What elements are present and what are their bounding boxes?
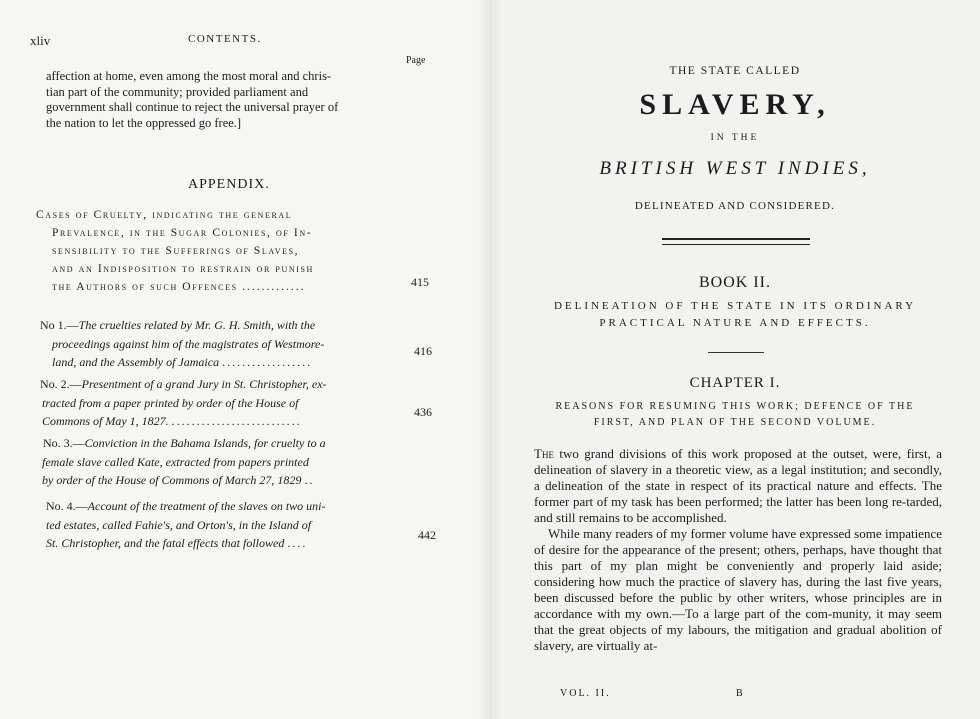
entry-line: Commons of May 1, 1827. bbox=[42, 414, 169, 428]
title-british-west-indies: BRITISH WEST INDIES, bbox=[599, 158, 871, 179]
book-subtitle-line: PRACTICAL NATURE AND EFFECTS. bbox=[599, 317, 871, 329]
entry-line: Presentment of a grand Jury in St. Christopher, ex- bbox=[81, 377, 327, 391]
chapter-subtitle-line: FIRST, AND PLAN OF THE SECOND VOLUME. bbox=[593, 417, 877, 428]
entry-number: No 1.— bbox=[40, 318, 79, 332]
dot-leader: .......................... bbox=[171, 414, 302, 428]
entry-number: No. 4.— bbox=[46, 499, 88, 513]
chapter-subtitle-line: REASONS FOR RESUMING THIS WORK; DEFENCE OF THE bbox=[555, 401, 915, 412]
paragraph-2: While many readers of my former volume have expressed some impatience of desire for the appearance of the present; others, perhaps, have thought that this part of my plan might be conveniently and properly laid aside; considering how much the practice of slavery has, during the last five years, been discussed before the public by other writers, whose principles are in accordance with my own.—To a large part of the com-munity, it may seem that the great objects of my labours, the mitigation and gradual abolition of slavery, are virtually at- bbox=[534, 526, 942, 653]
chapter-body bbox=[534, 446, 942, 654]
appendix-entry-3 bbox=[43, 434, 415, 490]
appendix-intro-last: the Authors of such Offences bbox=[52, 281, 238, 293]
appendix-entry-2 bbox=[40, 375, 412, 431]
appendix-intro-line: sensibility to the Sufferings of Slaves, bbox=[52, 245, 300, 257]
page-reference: 436 bbox=[414, 405, 432, 419]
appendix-intro-line: Cases of Cruelty, indicating the general bbox=[36, 209, 293, 221]
appendix-intro-line: and an Indisposition to restrain or punish bbox=[52, 263, 314, 275]
paragraph-1-text: two grand divisions of this work proposed at the outset, were, first, a delineation of slavery in a theoretic view, as a legal institution; and secondly, a delineation of the state in respect of its practical nature and effects. The former part of my task has been performed; the latter has been long re-tarded, and still remains to be accomplished. bbox=[534, 446, 942, 525]
appendix-heading: APPENDIX. bbox=[188, 177, 270, 192]
title-delineated: DELINEATED AND CONSIDERED. bbox=[634, 200, 836, 212]
entry-line: proceedings against him of the magistrates of Westmore- bbox=[52, 336, 325, 351]
page-reference: 415 bbox=[411, 275, 429, 289]
appendix-entry-4 bbox=[46, 497, 426, 553]
book-title: BOOK II. bbox=[699, 274, 771, 291]
title-in-the: IN THE bbox=[710, 133, 760, 143]
entry-line: Account of the treatment of the slaves on two uni- bbox=[87, 499, 326, 513]
entry-line: tracted from a paper printed by order of the House of bbox=[42, 395, 299, 410]
page-reference: 416 bbox=[414, 344, 432, 358]
appendix-entry-1 bbox=[40, 316, 410, 372]
appendix-intro-line: Prevalence, in the Sugar Colonies, of In- bbox=[52, 227, 313, 239]
chapter-subtitle bbox=[490, 399, 980, 431]
folio-number: xliv bbox=[30, 33, 51, 48]
paragraph-1 bbox=[534, 446, 942, 526]
appendix-intro bbox=[36, 206, 406, 296]
chapter-title: CHAPTER I. bbox=[689, 375, 781, 391]
page-column-label: Page bbox=[406, 55, 426, 66]
dot-leader: ............. bbox=[242, 281, 306, 293]
page-reference: 442 bbox=[418, 528, 436, 542]
appendix-intro-line bbox=[36, 278, 406, 296]
toc-line: the nation to let the oppressed go free.] bbox=[46, 115, 242, 130]
dot-leader: .... bbox=[287, 536, 308, 550]
toc-line: tian part of the community; provided parliament and bbox=[46, 84, 309, 99]
toc-line: affection at home, even among the most moral and chris- bbox=[46, 69, 332, 83]
entry-line: The cruelties related by Mr. G. H. Smith, with the bbox=[78, 318, 316, 332]
title-slavery: SLAVERY, bbox=[639, 88, 831, 121]
running-head: CONTENTS. bbox=[188, 33, 262, 45]
entry-line: ted estates, called Fahie's, and Orton's, in the Island of bbox=[46, 517, 312, 532]
signature-mark: B bbox=[736, 688, 743, 699]
entry-line: female slave called Kate, extracted from papers printed bbox=[42, 454, 309, 469]
signature-volume: VOL. II. bbox=[560, 688, 611, 699]
book-subtitle bbox=[490, 298, 980, 332]
toc-line: government shall continue to reject the universal prayer of bbox=[46, 100, 339, 114]
double-rule bbox=[662, 238, 810, 245]
entry-line: Conviction in the Bahama Islands, for cruelty to a bbox=[84, 436, 326, 450]
entry-line: land, and the Assembly of Jamaica bbox=[52, 355, 220, 369]
entry-number: No. 2.— bbox=[40, 377, 82, 391]
opening-word: The bbox=[534, 446, 554, 461]
toc-continuation bbox=[46, 69, 402, 131]
entry-line: St. Christopher, and the fatal effects that followed bbox=[46, 536, 285, 550]
dot-leader: .................. bbox=[222, 355, 313, 369]
book-subtitle-line: DELINEATION OF THE STATE IN ITS ORDINARY bbox=[553, 300, 917, 312]
title-state-called: THE STATE CALLED bbox=[669, 65, 801, 77]
entry-line: by order of the House of Commons of March 27, 1829 bbox=[42, 473, 302, 487]
single-rule bbox=[708, 352, 764, 353]
dot-leader: .. bbox=[304, 473, 315, 487]
entry-number: No. 3.— bbox=[43, 436, 85, 450]
